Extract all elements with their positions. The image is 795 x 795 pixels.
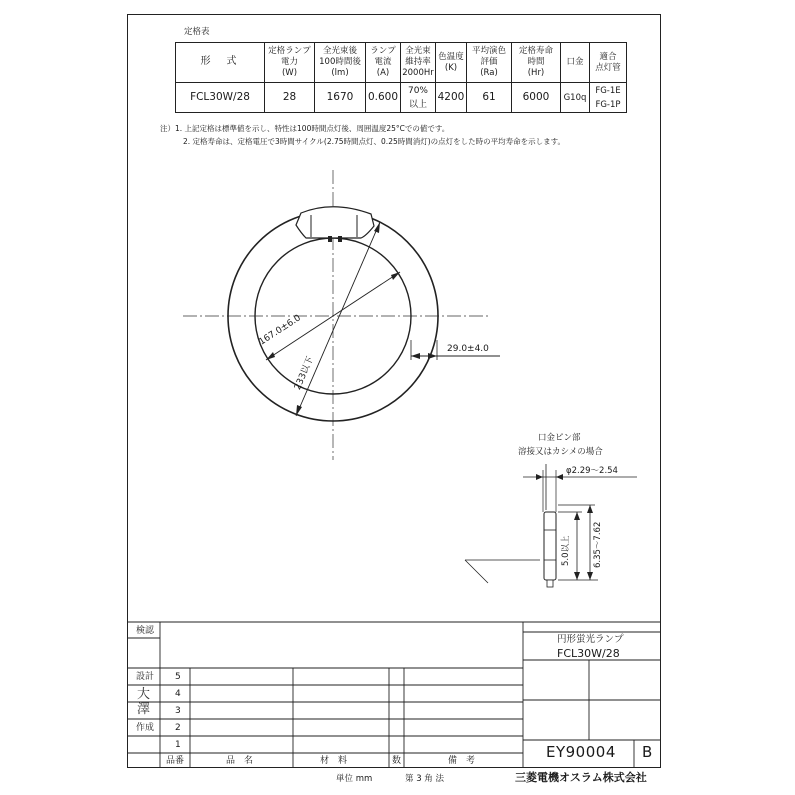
dim-tube-label: 29.0±4.0	[447, 344, 489, 354]
dim-outer-line	[293, 222, 380, 416]
header-model: 形 式	[176, 43, 265, 83]
pin-note-1: 口金ピン部	[538, 433, 581, 443]
note-2: 2. 定格寿命は、定格電圧で3時間サイクル(2.75時間点灯、0.25時間消灯)の点灯をした時の平均寿命を示します。	[183, 137, 566, 146]
approval-stamp: 大澤	[137, 687, 151, 717]
cell-maintenance: 70% 以上	[401, 83, 436, 113]
col-remarks: 備 考	[448, 756, 476, 766]
cell-watt: 28	[265, 83, 315, 113]
footer-projection: 第 3 角 法	[405, 774, 445, 784]
pin-dia-label: φ2.29〜2.54	[566, 466, 618, 476]
header-lumen: 全光束後 100時間後 (lm)	[315, 43, 366, 83]
cell-lumen: 1670	[315, 83, 366, 113]
footer-unit: 単位 mm	[336, 774, 373, 784]
product-name: 円形蛍光ランプ	[557, 634, 624, 645]
footer-company: 三菱電機オスラム株式会社	[515, 771, 647, 784]
header-maintenance: 全光束 維持率 2000Hr	[401, 43, 436, 83]
header-watt: 定格ランプ 電力 (W)	[265, 43, 315, 83]
label-design: 設計	[136, 672, 155, 682]
product-model: FCL30W/28	[557, 647, 620, 660]
lamp-socket	[296, 207, 374, 238]
table-title: 定格表	[184, 27, 210, 37]
col-material: 材 料	[320, 756, 348, 766]
revision: B	[642, 743, 653, 761]
pin-body	[544, 512, 556, 580]
row-number-5: 5	[175, 672, 181, 682]
header-color-temp: 色温度 (K)	[436, 43, 467, 83]
pin-span-label: 6.35〜7.62	[593, 521, 603, 568]
col-qty: 数	[392, 756, 402, 766]
cell-life: 6000	[512, 83, 561, 113]
cell-base: G10q	[561, 83, 590, 113]
document-number: EY90004	[546, 743, 616, 761]
label-check: 検認	[136, 626, 155, 636]
cell-color-temp: 4200	[436, 83, 467, 113]
cell-current: 0.600	[366, 83, 401, 113]
pin-note-2: 溶接又はカシメの場合	[518, 447, 603, 457]
header-base: 口金	[561, 43, 590, 83]
pin-len-label: 5.0以上	[561, 535, 571, 566]
col-part-no: 品番	[166, 756, 185, 766]
header-current: ランプ 電流 (A)	[366, 43, 401, 83]
header-ra: 平均演色 評価 (Ra)	[467, 43, 512, 83]
row-number-4: 4	[175, 689, 181, 699]
cell-starter: FG-1E FG-1P	[590, 83, 627, 113]
row-number-2: 2	[175, 723, 181, 733]
note-1: 注）1. 上記定格は標準値を示し、特性は100時間点灯後、周囲温度25°Cでの値です。	[160, 124, 450, 133]
dim-outer-label: 233以下	[293, 355, 317, 392]
cell-ra: 61	[467, 83, 512, 113]
col-name: 品 名	[226, 756, 254, 766]
header-life: 定格寿命 時間 (Hr)	[512, 43, 561, 83]
dim-inner-label: 167.0±6.0	[257, 313, 303, 348]
cell-model: FCL30W/28	[176, 83, 265, 113]
row-number-1: 1	[175, 740, 181, 750]
label-drawn: 作成	[136, 723, 155, 733]
header-starter: 適合 点灯管	[590, 43, 627, 83]
row-number-3: 3	[175, 706, 181, 716]
